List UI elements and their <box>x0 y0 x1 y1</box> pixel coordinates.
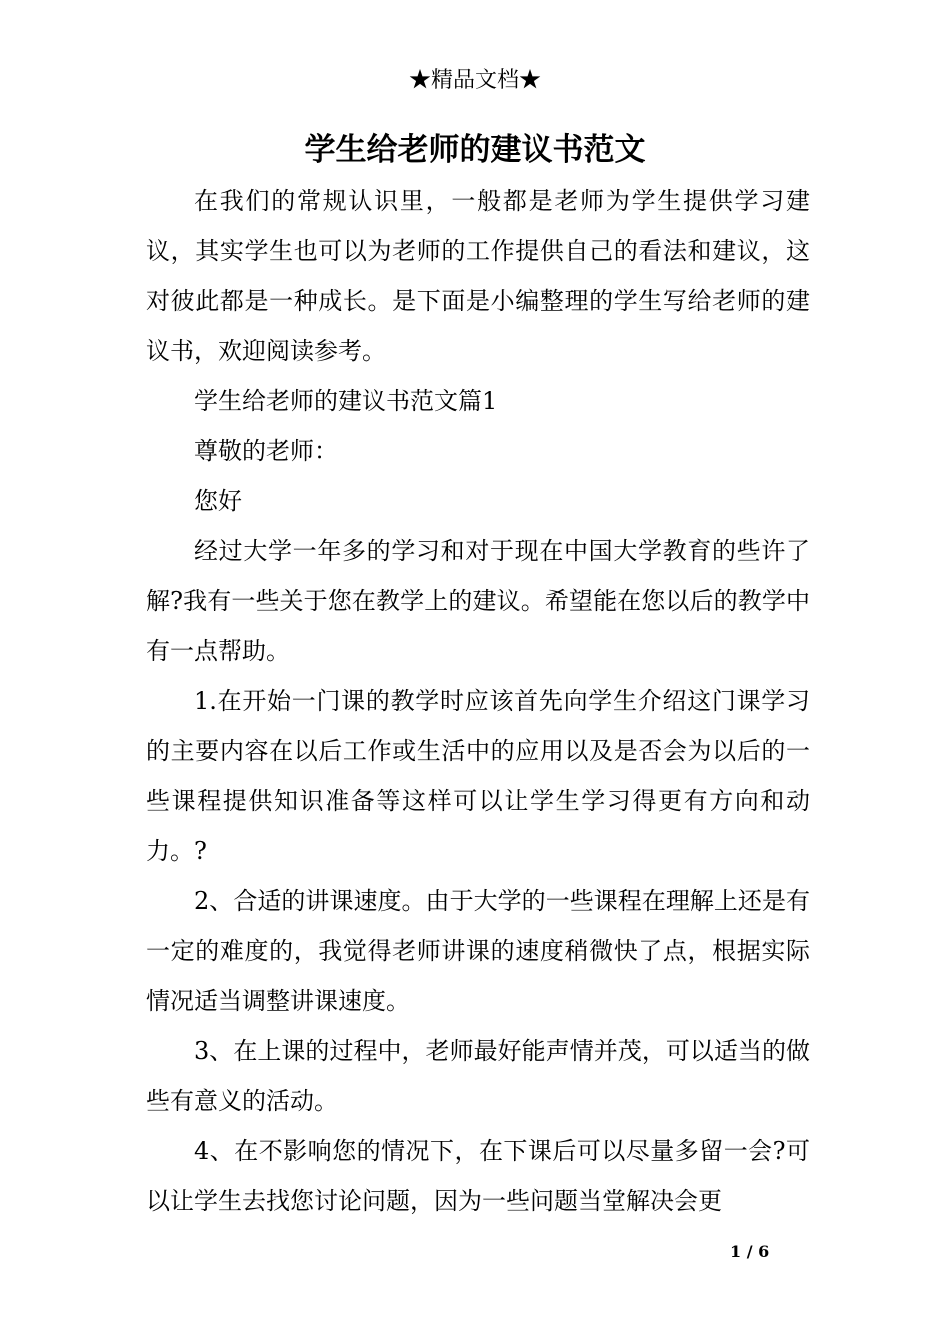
greeting: 您好 <box>194 487 242 515</box>
document-title: 学生给老师的建议书范文 <box>304 132 646 168</box>
paragraph-intro: 在我们的常规认识里，一般都是老师为学生提供学习建议，其实学生也可以为老师的工作提供自己的看法和建议，这对彼此都是一种成长。是下面是小编整理的学生写给老师的建议书，欢迎阅读参考。 <box>146 187 810 365</box>
suggestion-2: 2、合适的讲课速度。由于大学的一些课程在理解上还是有一定的难度的，我觉得老师讲课的速度稍微快了点，根据实际情况适当调整讲课速度。 <box>146 887 810 1015</box>
suggestion-3: 3、在上课的过程中，老师最好能声情并茂，可以适当的做些有意义的活动。 <box>146 1037 810 1115</box>
page-header: ★精品文档★ <box>408 68 541 93</box>
paragraph-opening: 经过大学一年多的学习和对于现在中国大学教育的些许了解?我有一些关于您在教学上的建议。希望能在您以后的教学中有一点帮助。 <box>146 537 810 665</box>
suggestion-4: 4、在不影响您的情况下，在下课后可以尽量多留一会?可以让学生去找您讨论问题，因为一些问题当堂解决会更 <box>146 1137 810 1215</box>
section-heading: 学生给老师的建议书范文篇1 <box>194 387 498 415</box>
salutation: 尊敬的老师： <box>194 437 338 465</box>
page-number: 1 / 6 <box>730 1242 770 1261</box>
document-body <box>146 176 810 1226</box>
suggestion-1: 1.在开始一门课的教学时应该首先向学生介绍这门课学习的主要内容在以后工作或生活中的应用以及是否会为以后的一些课程提供知识准备等这样可以让学生学习得更有方向和动力。? <box>146 687 810 865</box>
